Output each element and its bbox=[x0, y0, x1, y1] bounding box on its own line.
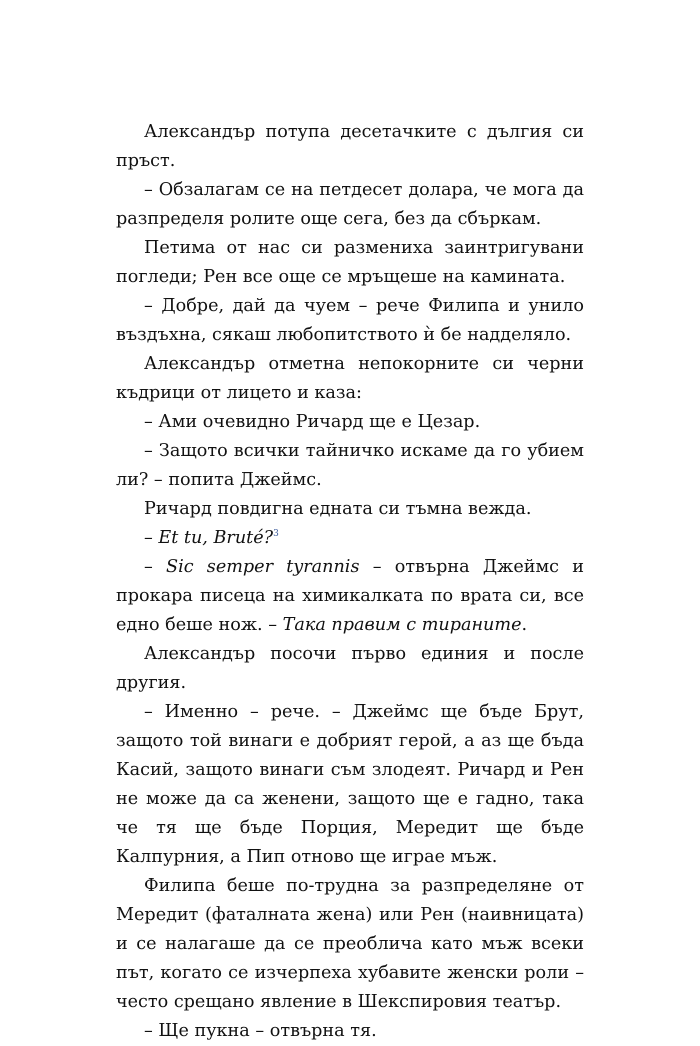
text-run: . bbox=[521, 615, 528, 635]
paragraph-p11 bbox=[116, 640, 584, 698]
text-run: Александър отметна непокорните си черни къдрици от лицето и каза: bbox=[116, 354, 584, 403]
text-run: Петима от нас си размениха заинтригувани погледи; Рен все още се мръщеше на камината. bbox=[116, 238, 584, 287]
paragraph-p12 bbox=[116, 698, 584, 872]
paragraph-p10 bbox=[116, 553, 584, 640]
italic-text: Така правим с тираните bbox=[282, 615, 522, 635]
paragraph-p13 bbox=[116, 872, 584, 1017]
paragraph-p14 bbox=[116, 1017, 584, 1046]
paragraph-p3 bbox=[116, 234, 584, 292]
footnote-marker[interactable]: 3 bbox=[273, 529, 279, 540]
paragraph-p9 bbox=[116, 524, 584, 553]
text-run: – bbox=[144, 557, 167, 577]
page-body bbox=[116, 118, 584, 1046]
text-run: – Добре, дай да чуем – рече Филипа и унило въздъхна, сякаш любопитството ѝ бе надделяло. bbox=[116, 296, 584, 345]
paragraph-p7 bbox=[116, 437, 584, 495]
paragraph-p5 bbox=[116, 350, 584, 408]
text-run: – Ами очевидно Ричард ще е Цезар. bbox=[144, 412, 481, 432]
italic-text: Sic semper tyrannis bbox=[166, 557, 360, 577]
text-run: Александър посочи първо единия и после другия. bbox=[116, 644, 584, 693]
paragraph-p4 bbox=[116, 292, 584, 350]
text-run: – отвърна Джеймс и прокара писеца на химикалката по врата си, все едно беше нож. – bbox=[116, 557, 584, 635]
paragraph-p2 bbox=[116, 176, 584, 234]
text-run: – Именно – рече. – Джеймс ще бъде Брут, защото той винаги е добрият герой, а аз ще бъда Касий, защото винаги съм злодеят. Ричард и Рен не може да са женени, защото ще е гадно, така че тя ще бъде Порция, Мередит ще бъде Калпурния, а Пип отново ще играе мъж. bbox=[116, 702, 584, 867]
text-run: Александър потупа десетачките с дългия си пръст. bbox=[116, 122, 584, 171]
text-run: – Ще пукна – отвърна тя. bbox=[144, 1021, 377, 1041]
text-run: Филипа беше по-трудна за разпределяне от Мередит (фаталната жена) или Рен (наивницата) и се налагаше да се преоблича като мъж всеки път, когато се изчерпеха хубавите женски роли – често срещано явление в Шекспировия театър. bbox=[116, 876, 584, 1012]
italic-text: – Et tu, Bruté? bbox=[144, 528, 274, 548]
paragraph-p6 bbox=[116, 408, 584, 437]
paragraph-p8 bbox=[116, 495, 584, 524]
text-run: – Защото всички тайничко искаме да го убием ли? – попита Джеймс. bbox=[116, 441, 584, 490]
paragraph-p1 bbox=[116, 118, 584, 176]
text-run: Ричард повдигна едната си тъмна вежда. bbox=[144, 499, 532, 519]
text-run: – Обзалагам се на петдесет долара, че мога да разпределя ролите още сега, без да сбъркам. bbox=[116, 180, 584, 229]
